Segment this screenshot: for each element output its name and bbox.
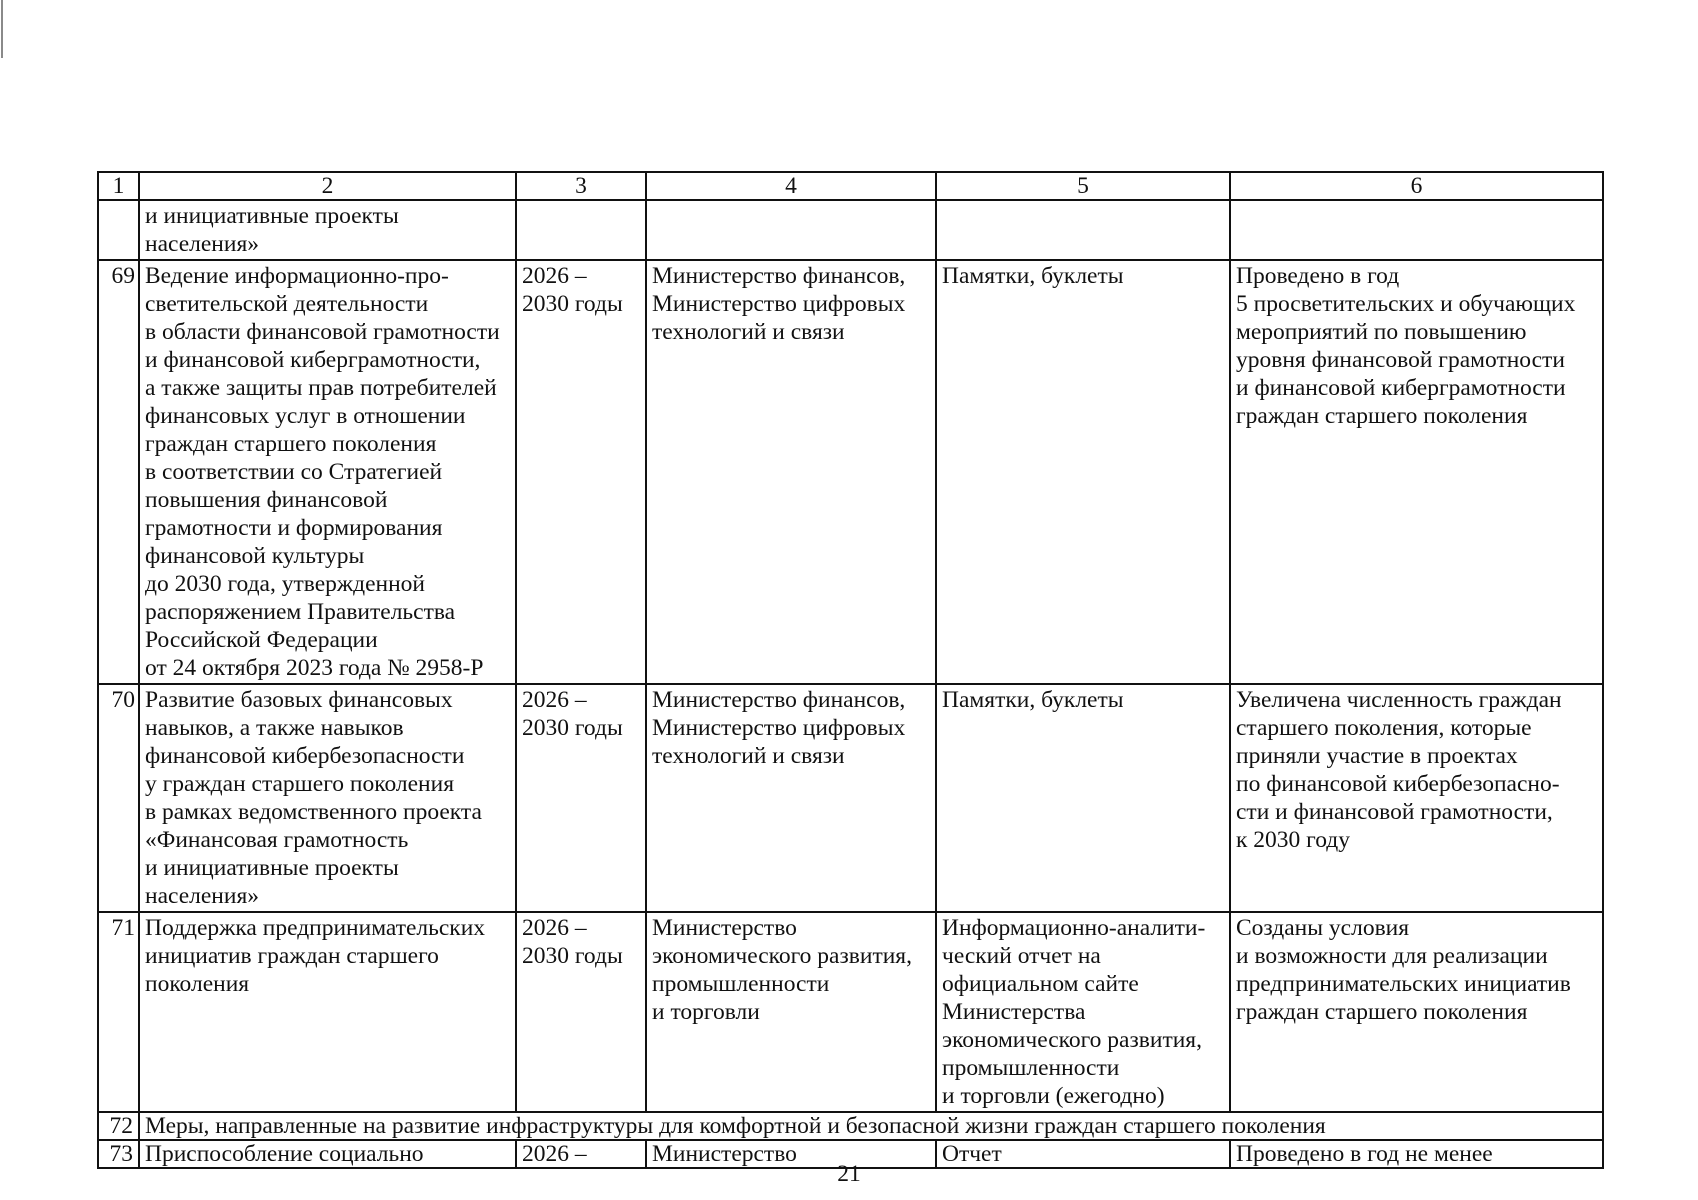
expected-result-cell: Проведено в год 5 просветительских и обучающих мероприятий по повышению уровня финансовой грамотности и финансовой киберграмотности граждан старшего поколения: [1230, 260, 1603, 684]
table-row: [98, 260, 1603, 684]
period-cell: 2026 – 2030 годы: [516, 912, 646, 1112]
measure-cell: Развитие базовых финансовых навыков, а также навыков финансовой кибербезопасности у граждан старшего поколения в рамках ведомственного проекта «Финансовая грамотность и инициативные проекты населения»: [139, 684, 516, 912]
measure-cell: и инициативные проекты населения»: [139, 200, 516, 260]
result-form-cell: Памятки, буклеты: [936, 684, 1230, 912]
executors-cell: [646, 200, 936, 260]
column-header: 2: [139, 172, 516, 200]
period-cell: [516, 200, 646, 260]
result-form-cell: [936, 200, 1230, 260]
row-number: 71: [98, 912, 139, 1112]
executors-cell: Министерство: [646, 1140, 936, 1168]
section-row: [98, 1112, 1603, 1140]
result-form-cell: Памятки, буклеты: [936, 260, 1230, 684]
executors-cell: Министерство финансов, Министерство цифровых технологий и связи: [646, 260, 936, 684]
executors-cell: Министерство финансов, Министерство цифровых технологий и связи: [646, 684, 936, 912]
period-cell: 2026 – 2030 годы: [516, 260, 646, 684]
row-number: 73: [98, 1140, 139, 1168]
table-row: [98, 684, 1603, 912]
row-number: [98, 200, 139, 260]
row-number: 69: [98, 260, 139, 684]
column-header: 6: [1230, 172, 1603, 200]
scan-edge-mark: [1, 0, 3, 58]
period-cell: 2026 –: [516, 1140, 646, 1168]
column-header: 5: [936, 172, 1230, 200]
result-form-cell: Отчет: [936, 1140, 1230, 1168]
measure-cell: Ведение информационно-про- светительской деятельности в области финансовой грамотности и финансовой киберграмотности, а также защиты прав потребителей финансовых услуг в отношении граждан старшего поколения в соответствии со Стратегией повышения финансовой грамотности и формирования финансовой культуры до 2030 года, утвержденной распоряжением Правительства Российской Федерации от 24 октября 2023 года № 2958-Р: [139, 260, 516, 684]
measures-table: [97, 171, 1604, 1169]
column-header: 1: [98, 172, 139, 200]
page-number: 21: [837, 1161, 861, 1187]
expected-result-cell: Проведено в год не менее: [1230, 1140, 1603, 1168]
executors-cell: Министерство экономического развития, промышленности и торговли: [646, 912, 936, 1112]
expected-result-cell: Созданы условия и возможности для реализации предпринимательских инициатив граждан старшего поколения: [1230, 912, 1603, 1112]
table-row: [98, 912, 1603, 1112]
column-header: 3: [516, 172, 646, 200]
row-number: 70: [98, 684, 139, 912]
expected-result-cell: [1230, 200, 1603, 260]
measure-cell: Приспособление социально: [139, 1140, 516, 1168]
row-number: 72: [98, 1112, 139, 1140]
column-header: 4: [646, 172, 936, 200]
table-row: [98, 200, 1603, 260]
expected-result-cell: Увеличена численность граждан старшего поколения, которые приняли участие в проектах по финансовой кибербезопасно- сти и финансовой грамотности, к 2030 году: [1230, 684, 1603, 912]
result-form-cell: Информационно-аналити- ческий отчет на официальном сайте Министерства экономического развития, промышленности и торговли (ежегодно): [936, 912, 1230, 1112]
period-cell: 2026 – 2030 годы: [516, 684, 646, 912]
column-number-header-row: [98, 172, 1603, 200]
measure-cell: Поддержка предпринимательских инициатив граждан старшего поколения: [139, 912, 516, 1112]
section-heading: Меры, направленные на развитие инфраструктуры для комфортной и безопасной жизни граждан старшего поколения: [139, 1112, 1603, 1140]
